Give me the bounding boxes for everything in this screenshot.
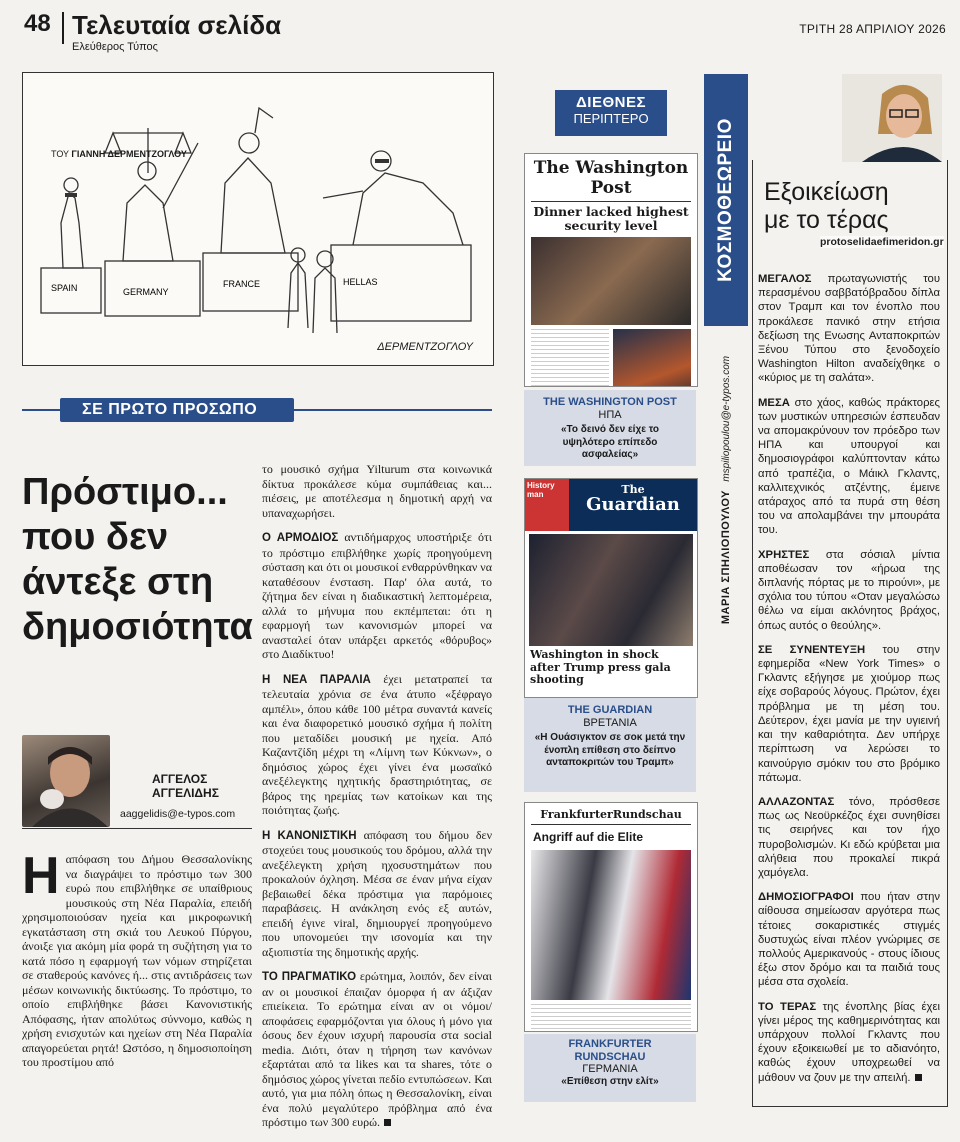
- guardian-masthead-name: Guardian: [586, 494, 680, 515]
- caption-quote: «Η Ουάσιγκτον σε σοκ μετά την ένοπλη επίθεση στο δείπνο ανταποκριτών του Τραμπ»: [534, 732, 686, 768]
- column-label-text: ΚΟΣΜΟΘΕΩΡΕΙΟ: [715, 118, 736, 282]
- paragraph: [262, 828, 492, 960]
- guardian-frontpage: [524, 478, 698, 698]
- author-first-name: ΑΓΓΕΛΟΣ: [152, 772, 208, 786]
- end-mark-icon: [384, 1119, 391, 1126]
- banner-label: ΣΕ ΠΡΩΤΟ ΠΡΟΣΩΠΟ: [82, 401, 258, 418]
- author-name: [152, 772, 219, 800]
- paragraph-text: τόνο, πρόσθεσε πως ως Νεοϋρκέζος έχει συνηθίσει τις σειρήνες και τον ήχο πυροβολισμών. Κι εδώ κρύβεται μια αλήθεια που προκαλεί πικρά χαμόγελα.: [758, 795, 940, 879]
- paragraph: [758, 643, 940, 785]
- headline-line: δημοσιότητα: [22, 606, 253, 648]
- guardian-photo: [529, 534, 693, 646]
- caption-country: ΒΡΕΤΑΝΙΑ: [583, 716, 637, 729]
- dropcap: Η: [22, 847, 60, 905]
- author-portrait: [22, 735, 110, 827]
- paragraph: [758, 795, 940, 880]
- fr-frontpage: [524, 802, 698, 1032]
- column-author: ΜΑΡΙΑ ΣΠΗΛΙΟΠΟΥΛΟΥ: [720, 490, 732, 625]
- caption-country: ΓΕΡΜΑΝΙΑ: [582, 1063, 638, 1075]
- paragraph-keyword: ΜΕΓΑΛΟΣ: [758, 273, 812, 285]
- caption-quote: «Επίθεση στην ελίτ»: [561, 1075, 659, 1087]
- column-title-line: Εξοικείωση: [764, 178, 889, 206]
- author-email[interactable]: aaggelidis@e-typos.com: [120, 808, 236, 820]
- paragraph: [262, 530, 492, 662]
- guardian-headline: Washington in shock after Trump press gala shooting: [530, 648, 671, 686]
- paragraph: [758, 548, 940, 633]
- paragraph-text: απόφαση του δήμου δεν στοχεύει τους μουσικούς του δρόμου, αλλά την ανεξέλεγκτη χρήση ηχοσυστημάτων που προκαλούν όχληση. Μέσα σε έναν μήνα είχαν βεβαιωθεί δέκα πρόστιμα για παρόμοιες παραβάσεις. Η ανάκληση ενός εξ αυτών, επειδή έγινε viral, δημιουργεί προηγούμενο που υπονομεύει την ισονομία και την αξιοπιστία της δημοτικής αρχής.: [262, 827, 492, 959]
- paragraph-text: στο χάος, καθώς πράκτορες των μυστικών υπηρεσιών έσπευδαν να απομακρύνουν τον πρόεδρο των ΗΠΑ και υπουργοί και δημοσιογράφοι καλύπτονταν κάτω από τραπέζια, ο Μάικλ Γκλαντς, καλλιτεχνικός ατζέντης, έμεινε ατάραχος από τα πυρά στη θέση του να απολαμβάνει την μπουράτα του.: [758, 396, 940, 537]
- guardian-masthead-the: The: [621, 483, 645, 496]
- fr-caption: [524, 1034, 696, 1102]
- wapo-text-block: [531, 329, 609, 387]
- headline-line: που δεν: [22, 516, 169, 558]
- fr-rule: [531, 824, 691, 825]
- cartoon-credit-name: ΓΙΑΝΝΗ ΔΕΡΜΕΝΤΖΟΓΛΟΥ: [71, 149, 187, 159]
- wapo-masthead: The Washington Post: [533, 158, 689, 198]
- paragraph-text: έχει μετατραπεί τα τελευταία χρόνια σε ένα άτυπο «ξέφραγο αμπέλι», όπου κάθε 100 μέτρα συναντά κανείς και ένα διαφορετικό μουσικό σχήμα ή πολίτη που μεταδίδει μουσική με ηχεία. Από Καζαντζίδη μέχρι τη «Λίμνη των Κύκνων», ο δημόσιος χώρος έχει γίνει ένα μωσαϊκό ανεξέλεγκτης ηχητικής δραστηριότητας, σε βάρος της ηρεμίας των κατοίκων και της ποιότητας ζωής.: [262, 671, 493, 817]
- column-title-line: με το τέρας: [764, 206, 889, 234]
- fr-headline: Angriff auf die Elite: [533, 830, 644, 844]
- paragraph-keyword: Η ΚΑΝΟΝΙΣΤΙΚΗ: [262, 829, 357, 842]
- cartoon: [22, 72, 494, 366]
- guardian-caption: [524, 698, 696, 792]
- issue-date: ΤΡΙΤΗ 28 ΑΠΡΙΛΙΟΥ 2026: [799, 22, 946, 36]
- paragraph-text: πρωταγωνιστής του περασμένου σαββατόβραδου δίπλα στον Τραμπ και τον ένοπλο που προκάλεσε πανικό στην ετήσια δεξίωση της Ενωσης Ανταποκριτών Ξένου Τύπου στο ξενοδοχείο Washington Hilton αναδείχθηκε ο «κύριος με τη σαλάτα».: [758, 273, 941, 385]
- paragraph-text: αντιδήμαρχος υποστήριξε ότι το πρόστιμο επιβλήθηκε χωρίς προηγούμενη σύσταση και ότι οι μουσικοί ενθαρρύνθηκαν να καταθέσουν ένσταση. Παρ' όλα αυτά, το ζήτημα δεν είναι η διαδικαστική λεπτομέρεια, αλλά το μήνυμα που εκπέμπεται: ότι η εφαρμογή των κανονισμών μπορεί να ανασταλεί όταν υπάρξει αρκετός «θόρυβος» στο Διαδίκτυο!: [262, 530, 492, 661]
- cartoon-credit-prefix: ΤΟΥ: [51, 149, 69, 159]
- caption-paper-name-2: RUNDSCHAU: [574, 1050, 646, 1063]
- column-byline-text: [720, 356, 732, 624]
- paragraph-text: της ένοπλης βίας έχει γίνει μέρος της καθημερινότητας και υπάρχουν πολλοί Γκλαντς που έχουν εξοικειωθεί με το αδιανόητο, καθώς έχουν υποχρεωθεί να μάθουν να ζουν με την απειλή.: [758, 1000, 940, 1084]
- paragraph-keyword: ΑΛΛΑΖΟΝΤΑΣ: [758, 795, 835, 808]
- wapo-headline: Dinner lacked highest security level: [533, 204, 689, 233]
- international-subtitle: ΠΕΡΙΠΤΕΡΟ: [573, 111, 649, 126]
- column-author-email[interactable]: mspiliopoulou@e-typos.com: [721, 355, 732, 482]
- paragraph-text: που ήταν στην αίθουσα σημείωσαν αργότερα πως τέτοιες σοκαριστικές στιγμές δυστυχώς είναι πλέον γνώριμες σε πολλούς Αμερικανούς - στους ίδιους έξω στον δρόμο και τα παιδιά τους μέσα στα σχολεία.: [758, 891, 940, 989]
- caption-country: ΗΠΑ: [598, 408, 622, 421]
- wapo-caption: [524, 390, 696, 466]
- columnist-photo: [842, 74, 942, 162]
- column-byline: [704, 330, 748, 650]
- fr-text-block: [531, 1004, 691, 1032]
- paragraph-keyword: ΣΕ ΣΥΝΕΝΤΕΥΞΗ: [758, 643, 866, 656]
- author-divider: [22, 828, 252, 829]
- caption-paper-name: FRANKFURTER: [568, 1038, 652, 1050]
- international-header: [555, 90, 667, 136]
- page-number: 48: [24, 10, 51, 37]
- guardian-masthead: [569, 479, 697, 531]
- guardian-teaser: History man: [525, 479, 569, 531]
- cartoon-credit: [51, 149, 187, 159]
- section-title: Τελευταία σελίδα: [72, 10, 282, 40]
- wapo-photo-2: [613, 329, 691, 387]
- label-germany: GERMANY: [123, 287, 169, 297]
- paragraph: [758, 396, 940, 538]
- column-body: [758, 272, 940, 1095]
- paragraph-keyword: Η ΝΕΑ ΠΑΡΑΛΙΑ: [262, 673, 371, 686]
- header-divider: [62, 12, 64, 44]
- end-mark-icon: [915, 1074, 922, 1081]
- wapo-lower: [531, 329, 691, 387]
- caption-paper-name: THE GUARDIAN: [567, 704, 653, 716]
- paragraph: [758, 890, 940, 989]
- headline-line: Πρόστιμο...: [22, 471, 228, 513]
- columnist-portrait: [842, 74, 942, 162]
- international-title: ΔΙΕΘΝΕΣ: [576, 94, 646, 111]
- cartoon-signature: ΔΕΡΜΕΝΤΖΟΓΛΟΥ: [377, 341, 473, 353]
- paragraph-keyword: ΜΕΣΑ: [758, 396, 790, 409]
- wapo-rule: [531, 201, 691, 202]
- caption-quote: «Το δεινό δεν είχε το υψηλότερο επίπεδο ασφαλείας»: [560, 424, 660, 460]
- opinion-banner: [22, 398, 492, 422]
- label-spain: SPAIN: [51, 283, 78, 293]
- paragraph: το μουσικό σχήμα Yilturum στα κοινωνικά δίκτυα προκάλεσε κύμα συμπάθειας και... πιέσεις, με αποτέλεσμα η δημοτική αρχή να υπαναχωρήσει.: [262, 462, 492, 520]
- opinion-lead: [22, 847, 252, 1070]
- lead-text: απόφαση του Δήμου Θεσσαλονίκης να διαγράψει το πρόστιμο των 300 ευρώ που επιβλήθηκε σε υπαίθριους μουσικούς στη Νέα Παραλία, επειδή χρησιμοποιούσαν ηχεία και μικροφωνική εγκατάσταση στη σκιά του Λευκού Πύργου, άνοιξε για ακόμη μία φορά τη συζήτηση για το κατά πόσο η εφαρμογή των νόμων στηρίζεται σε σταθερούς κανόνες ή... στις αντιδράσεις των μέσων κοινωνικής δικτύωσης. Το πρόστιμο, το οποίο επιβλήθηκε βάσει Κανονιστικής Απόφασης, ήταν απολύτως σύννομο, καθώς η χρήση ενισχυτών και ηχείων στη Νέα Παραλία απαγορεύεται ρητά! Ωστόσο, η δημοσιοποίηση του προστίμου από: [22, 852, 252, 1069]
- paragraph-keyword: ΧΡΗΣΤΕΣ: [758, 548, 810, 561]
- headline-line: άντεξε στη: [22, 561, 214, 603]
- paragraph: [262, 969, 492, 1130]
- column-label: [704, 74, 748, 326]
- paragraph-text: του στην εφημερίδα «New York Times» ο Γκλαντς εξήγησε με χιούμορ πως είχε σοβαρούς λόγους. Πρώτον, έχει πρόβλημα με τη μέση του. Δεύτερον, έχει μανία με την υγιεινή και την καθαριότητα. Δεν υπήρχε περίπτωση να λερώσει το καινούργιο σμόκιν του στο βρόμικο πάτωμα.: [758, 643, 940, 784]
- wapo-frontpage: [524, 153, 698, 387]
- label-france: FRANCE: [223, 279, 261, 289]
- fr-masthead: FrankfurterRundschau: [540, 808, 682, 821]
- label-hellas: HELLAS: [343, 277, 378, 287]
- paragraph: [262, 672, 492, 818]
- fr-photo: [531, 850, 691, 1000]
- opinion-column-2: [262, 462, 492, 1140]
- paragraph-keyword: Ο ΑΡΜΟΔΙΟΣ: [262, 532, 339, 544]
- paragraph: [758, 272, 940, 386]
- paragraph-keyword: ΤΟ ΤΕΡΑΣ: [758, 1000, 817, 1013]
- cartoon-drawing: [23, 73, 493, 365]
- paragraph-text: στα σόσιαλ μίντια αποθέωσαν τον «ήρωα της διπλανής πόρτας με το πιρούνι», με σχόλια του τύπου «Οταν μεγαλώσω θέλω να είμαι ακλόνητος βράχος, όπως αυτός ο θεούλης».: [758, 548, 940, 632]
- caption-paper-name: THE WASHINGTON POST: [543, 396, 677, 408]
- watermark: protoselidaefimeridon.gr: [820, 236, 944, 248]
- wapo-photo: [531, 237, 691, 325]
- paragraph-keyword: ΤΟ ΠΡΑΓΜΑΤΙΚΟ: [262, 971, 357, 983]
- author-last-name: ΑΓΓΕΛΙΔΗΣ: [152, 786, 219, 800]
- paragraph-text: ερώτημα, λοιπόν, δεν είναι αν οι μουσικοί έπαιζαν όμορφα ή αν άξιζαν επιείκεια. Το ερώτημα είναι αν οι νόμοι/αποφάσεις εφαρμόζονται για όλους ή μόνο για όσους δεν έχουν ισχυρή παρουσία στα social media. Διότι, όταν η τήρηση των κανόνων εξαρτάται από τα likes και τα shares, τότε ο δημόσιος χώρος γίνεται πεδίο εντυπώσεων. Και αυτό, για μια πόλη όπως η Θεσσαλονίκη, είναι ένα πολύ μεγαλύτερο πρόβλημα από ένα πρόστιμο των 300 ευρώ.: [262, 969, 492, 1129]
- paper-name: Ελεύθερος Τύπος: [72, 41, 158, 53]
- opinion-headline: [22, 470, 253, 650]
- author-photo: [22, 735, 110, 827]
- guardian-header: [525, 479, 697, 531]
- paragraph: [758, 1000, 940, 1085]
- column-title: [764, 178, 889, 234]
- paragraph-keyword: ΔΗΜΟΣΙΟΓΡΑΦΟΙ: [758, 891, 854, 904]
